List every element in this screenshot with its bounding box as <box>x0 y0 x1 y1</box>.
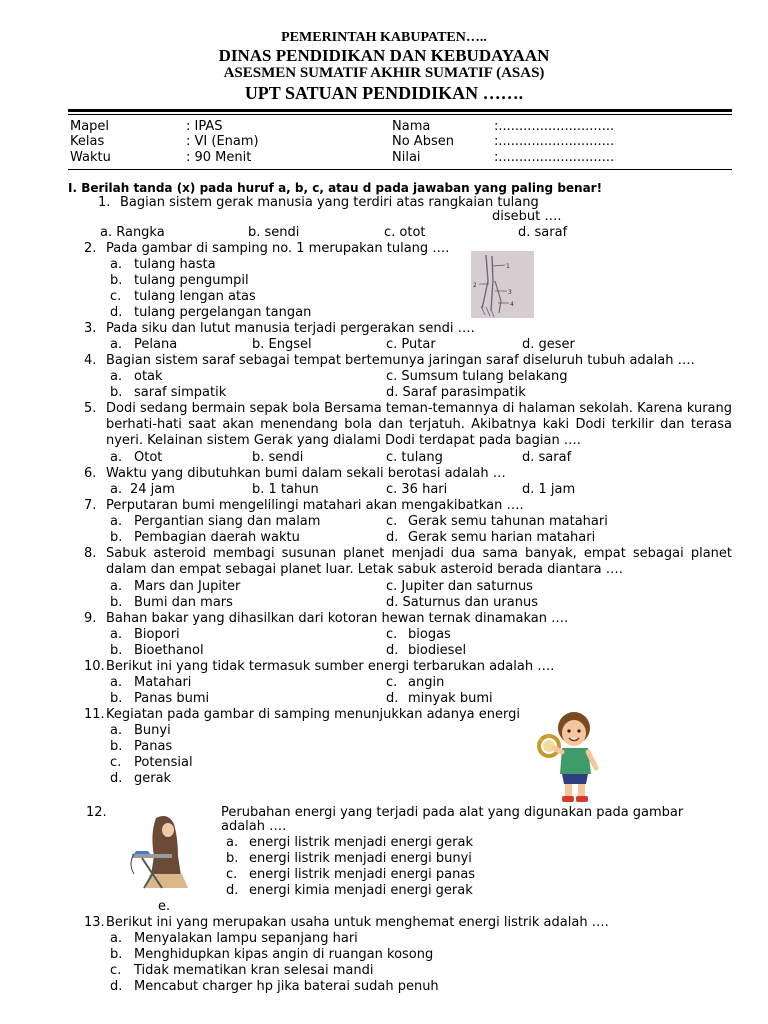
q9-option-b[interactable]: Bioethanol <box>134 643 204 658</box>
q12-letter-c: c. <box>226 867 238 882</box>
q6-option-c[interactable]: c. 36 hari <box>386 482 448 497</box>
q12-option-b[interactable]: energi listrik menjadi energi bunyi <box>249 851 472 866</box>
q13-letter-a: a. <box>110 931 123 946</box>
q12-option-d[interactable]: energi kimia menjadi energi gerak <box>249 883 473 898</box>
q10-letter-c: c. <box>386 675 398 690</box>
q10-option-a[interactable]: Matahari <box>134 675 192 690</box>
q7-letter-a: a. <box>110 514 123 529</box>
q2-letter-a: a. <box>110 257 123 272</box>
header-line-4: UPT SATUAN PENDIDIKAN ……. <box>244 83 524 103</box>
q6-option-d[interactable]: d. 1 jam <box>522 482 576 497</box>
q1-text-cont: disebut …. <box>492 209 562 224</box>
q3-number: 3. <box>84 321 97 336</box>
q1-option-b[interactable]: b. sendi <box>248 225 300 240</box>
header-line-2: DINAS PENDIDIKAN DAN KEBUDAYAAN <box>218 46 550 65</box>
q4-letter-b: b. <box>110 385 123 400</box>
q13-text: Berikut ini yang merupakan usaha untuk menghemat energi listrik adalah …. <box>106 915 609 930</box>
nilai-field[interactable]: :............................ <box>494 150 615 165</box>
q4-option-d[interactable]: d. Saraf parasimpatik <box>386 385 526 400</box>
q10-letter-d: d. <box>386 691 399 706</box>
mapel-label: Mapel <box>70 119 110 134</box>
q3-option-a[interactable]: Pelana <box>134 337 178 352</box>
q6-option-a[interactable]: 24 jam <box>130 482 175 497</box>
q9-option-a[interactable]: Biopori <box>134 627 180 642</box>
q10-text: Berikut ini yang tidak termasuk sumber energi terbarukan adalah …. <box>106 659 555 674</box>
q4-letter-a: a. <box>110 369 123 384</box>
q9-letter-c: c. <box>386 627 398 642</box>
q9-letter-b: b. <box>110 643 123 658</box>
q13-letter-c: c. <box>110 963 122 978</box>
q12-number: 12. <box>86 805 107 820</box>
q2-option-d[interactable]: tulang pergelangan tangan <box>134 305 312 320</box>
nilai-label: Nilai <box>392 150 421 165</box>
q4-text: Bagian sistem saraf sebagai tempat bertemunya jaringan saraf diseluruh tubuh adalah …. <box>106 353 695 368</box>
mapel-value: : IPAS <box>186 119 223 134</box>
woman-ironing-image <box>128 812 198 894</box>
q3-option-c[interactable]: c. Putar <box>386 337 436 352</box>
q4-option-a[interactable]: otak <box>134 369 163 384</box>
waktu-label: Waktu <box>70 150 111 165</box>
instruction: I. Berilah tanda (x) pada huruf a, b, c, atau d pada jawaban yang paling benar! <box>68 181 603 195</box>
boy-tambourine-image <box>536 708 608 804</box>
q5-option-d[interactable]: d. saraf <box>522 450 572 465</box>
q11-letter-a: a. <box>110 723 123 738</box>
arm-bone-image <box>471 251 534 318</box>
q10-option-d[interactable]: minyak bumi <box>408 691 493 706</box>
q11-option-a[interactable]: Bunyi <box>134 723 171 738</box>
q5-text: Dodi sedang bermain sepak bola Bersama teman-temannya di halaman sekolah. Karena kurang berhati-hati saat akan menendang bola dan terjatuh. Akibatnya kaki Dodi terkilir dan terasa nyeri. Kelainan sistem Gerak yang dialami Dodi terdapat pada bagian …. <box>106 401 733 448</box>
q10-letter-a: a. <box>110 675 123 690</box>
q10-option-b[interactable]: Panas bumi <box>134 691 210 706</box>
q1-option-c[interactable]: c. otot <box>384 225 426 240</box>
arm-label-2: 2 <box>473 282 477 289</box>
q13-option-d[interactable]: Mencabut charger hp jika baterai sudah penuh <box>134 979 439 994</box>
q2-text: Pada gambar di samping no. 1 merupakan tulang …. <box>106 241 450 256</box>
q11-letter-d: d. <box>110 771 123 786</box>
q9-letter-a: a. <box>110 627 123 642</box>
arm-label-3: 3 <box>508 289 512 296</box>
q7-option-a[interactable]: Pergantian siang dan malam <box>134 514 321 529</box>
q6-number: 6. <box>84 466 97 481</box>
absen-field[interactable]: :............................ <box>494 134 615 149</box>
q3-letter-a: a. <box>110 337 123 352</box>
q10-number: 10. <box>84 659 105 674</box>
nama-field[interactable]: :............................ <box>494 119 615 134</box>
q11-text: Kegiatan pada gambar di samping menunjukkan adanya energi <box>106 707 521 722</box>
info-divider <box>68 169 732 170</box>
q11-number: 11. <box>84 707 105 722</box>
nama-label: Nama <box>392 119 431 134</box>
q11-option-b[interactable]: Panas <box>134 739 173 754</box>
q2-number: 2. <box>84 241 97 256</box>
q8-letter-b: b. <box>110 595 123 610</box>
q12-option-a[interactable]: energi listrik menjadi energi gerak <box>249 835 473 850</box>
q2-letter-c: c. <box>110 289 122 304</box>
q13-option-b[interactable]: Menghidupkan kipas angin di ruangan kosong <box>134 947 434 962</box>
q3-option-b[interactable]: b. Engsel <box>252 337 312 352</box>
q5-letter-a: a. <box>110 450 123 465</box>
q3-text: Pada siku dan lutut manusia terjadi pergerakan sendi …. <box>106 321 475 336</box>
q1-option-a[interactable]: a. Rangka <box>100 225 165 240</box>
q10-option-c[interactable]: angin <box>408 675 445 690</box>
arm-label-1: 1 <box>506 263 510 270</box>
q12-text-cont: adalah …. <box>221 819 287 834</box>
q9-letter-d: d. <box>386 643 399 658</box>
q1-text: Bagian sistem gerak manusia yang terdiri atas rangkaian tulang <box>120 195 539 210</box>
q7-letter-b: b. <box>110 530 123 545</box>
q11-option-d[interactable]: gerak <box>134 771 172 786</box>
arm-label-4: 4 <box>510 301 514 308</box>
header-divider-thin <box>68 114 732 115</box>
q2-option-b[interactable]: tulang pengumpil <box>134 273 249 288</box>
q12-letter-d: d. <box>226 883 239 898</box>
q13-letter-b: b. <box>110 947 123 962</box>
q13-option-a[interactable]: Menyalakan lampu sepanjang hari <box>134 931 358 946</box>
header-line-1: PEMERINTAH KABUPATEN….. <box>281 30 487 45</box>
q8-text: Sabuk asteroid membagi susunan planet menjadi dua sama banyak, empat sebagai planet dalam dan empat sebagai planet luar. Letak sabuk asteroid berada diantara …. <box>106 546 732 577</box>
absen-label: No Absen <box>392 134 454 149</box>
waktu-value: : 90 Menit <box>186 150 252 165</box>
q8-option-c[interactable]: c. Jupiter dan saturnus <box>386 579 533 594</box>
q11-letter-b: b. <box>110 739 123 754</box>
q7-letter-d: d. <box>386 530 399 545</box>
q10-letter-b: b. <box>110 691 123 706</box>
q9-text: Bahan bakar yang dihasilkan dari kotoran hewan ternak dinamakan …. <box>106 611 569 626</box>
q7-option-b[interactable]: Pembagian daerah waktu <box>134 530 300 545</box>
q8-letter-a: a. <box>110 579 123 594</box>
q8-option-a[interactable]: Mars dan Jupiter <box>134 579 241 594</box>
q11-letter-c: c. <box>110 755 122 770</box>
header-line-3: ASESMEN SUMATIF AKHIR SUMATIF (ASAS) <box>223 65 545 81</box>
q5-number: 5. <box>84 401 97 416</box>
q9-option-d[interactable]: biodiesel <box>408 643 467 658</box>
q3-option-d[interactable]: d. geser <box>522 337 575 352</box>
q2-letter-b: b. <box>110 273 123 288</box>
q2-letter-d: d. <box>110 305 123 320</box>
q12-letter-e: e. <box>158 899 171 914</box>
q4-number: 4. <box>84 353 97 368</box>
q1-option-d[interactable]: d. saraf <box>518 225 568 240</box>
q7-option-d[interactable]: Gerak semu harian matahari <box>408 530 596 545</box>
q7-option-c[interactable]: Gerak semu tahunan matahari <box>408 514 608 529</box>
q12-option-c[interactable]: energi listrik menjadi energi panas <box>249 867 476 882</box>
q12-text: Perubahan energi yang terjadi pada alat yang digunakan pada gambar <box>221 805 684 820</box>
header-divider-thick <box>68 109 732 112</box>
q2-option-c[interactable]: tulang lengan atas <box>134 289 256 304</box>
q6-letter-a: a. <box>110 482 123 497</box>
q5-option-c[interactable]: c. tulang <box>386 450 443 465</box>
q2-option-a[interactable]: tulang hasta <box>134 257 216 272</box>
q5-option-a[interactable]: Otot <box>134 450 163 465</box>
q4-option-b[interactable]: saraf simpatik <box>134 385 227 400</box>
q7-text: Perputaran bumi mengelilingi matahari akan mengakibatkan …. <box>106 498 524 513</box>
q6-option-b[interactable]: b. 1 tahun <box>252 482 319 497</box>
q11-option-c[interactable]: Potensial <box>134 755 193 770</box>
q5-option-b[interactable]: b. sendi <box>252 450 304 465</box>
q8-number: 8. <box>84 546 97 561</box>
q6-text: Waktu yang dibutuhkan bumi dalam sekali berotasi adalah … <box>106 466 506 481</box>
q8-option-b[interactable]: Bumi dan mars <box>134 595 233 610</box>
q12-letter-a: a. <box>226 835 239 850</box>
q9-number: 9. <box>84 611 97 626</box>
q12-letter-b: b. <box>226 851 239 866</box>
q1-number: 1. <box>98 195 111 210</box>
q7-letter-c: c. <box>386 514 398 529</box>
kelas-label: Kelas <box>70 134 105 149</box>
q13-option-c[interactable]: Tidak mematikan kran selesai mandi <box>134 963 374 978</box>
q4-option-c[interactable]: c. Sumsum tulang belakang <box>386 369 568 384</box>
q13-letter-d: d. <box>110 979 123 994</box>
q9-option-c[interactable]: biogas <box>408 627 451 642</box>
q7-number: 7. <box>84 498 97 513</box>
q8-option-d[interactable]: d. Saturnus dan uranus <box>386 595 538 610</box>
q13-number: 13. <box>84 915 105 930</box>
kelas-value: : VI (Enam) <box>186 134 259 149</box>
